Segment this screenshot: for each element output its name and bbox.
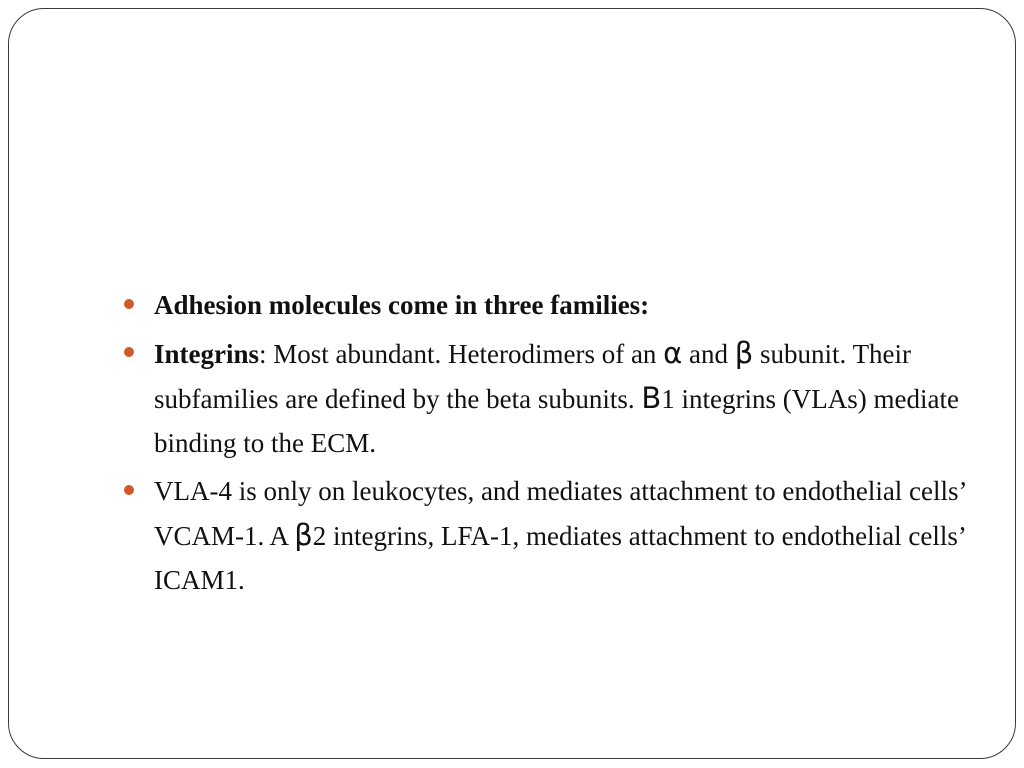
bullet-text: : Most abundant. Heterodimers of an: [259, 339, 664, 369]
slide-frame: [8, 8, 1016, 759]
bullet-list: [119, 283, 979, 606]
integrins-term: Integrins: [154, 339, 260, 369]
bullet-dot-icon: [124, 299, 134, 309]
bullet-text: and: [682, 339, 735, 369]
beta-symbol: β: [294, 518, 313, 552]
bullet-item-adhesion-families: [119, 283, 979, 327]
bullet-item-integrins: [119, 331, 979, 465]
beta-symbol: β: [734, 336, 754, 370]
bullet-dot-icon: [124, 347, 134, 357]
bullet-text: subunit. Their subfamilies are defined by the beta subunits.: [154, 339, 912, 414]
bullet-text: Adhesion molecules come in three families:: [154, 290, 650, 320]
bullet-text: 2 integrins, LFA-1, mediates attachment to endothelial cells’ ICAM1.: [154, 521, 965, 595]
bullet-item-vla4: [119, 469, 979, 602]
bullet-text: VLA-4 is only on leukocytes, and mediates attachment to endothelial cells’ VCAM-1. A: [154, 476, 966, 551]
bullet-dot-icon: [124, 485, 134, 495]
beta-capital-symbol: B: [641, 381, 662, 415]
bullet-text: 1 integrins (VLAs) mediate binding to the ECM.: [154, 384, 959, 458]
alpha-symbol: α: [663, 336, 683, 370]
